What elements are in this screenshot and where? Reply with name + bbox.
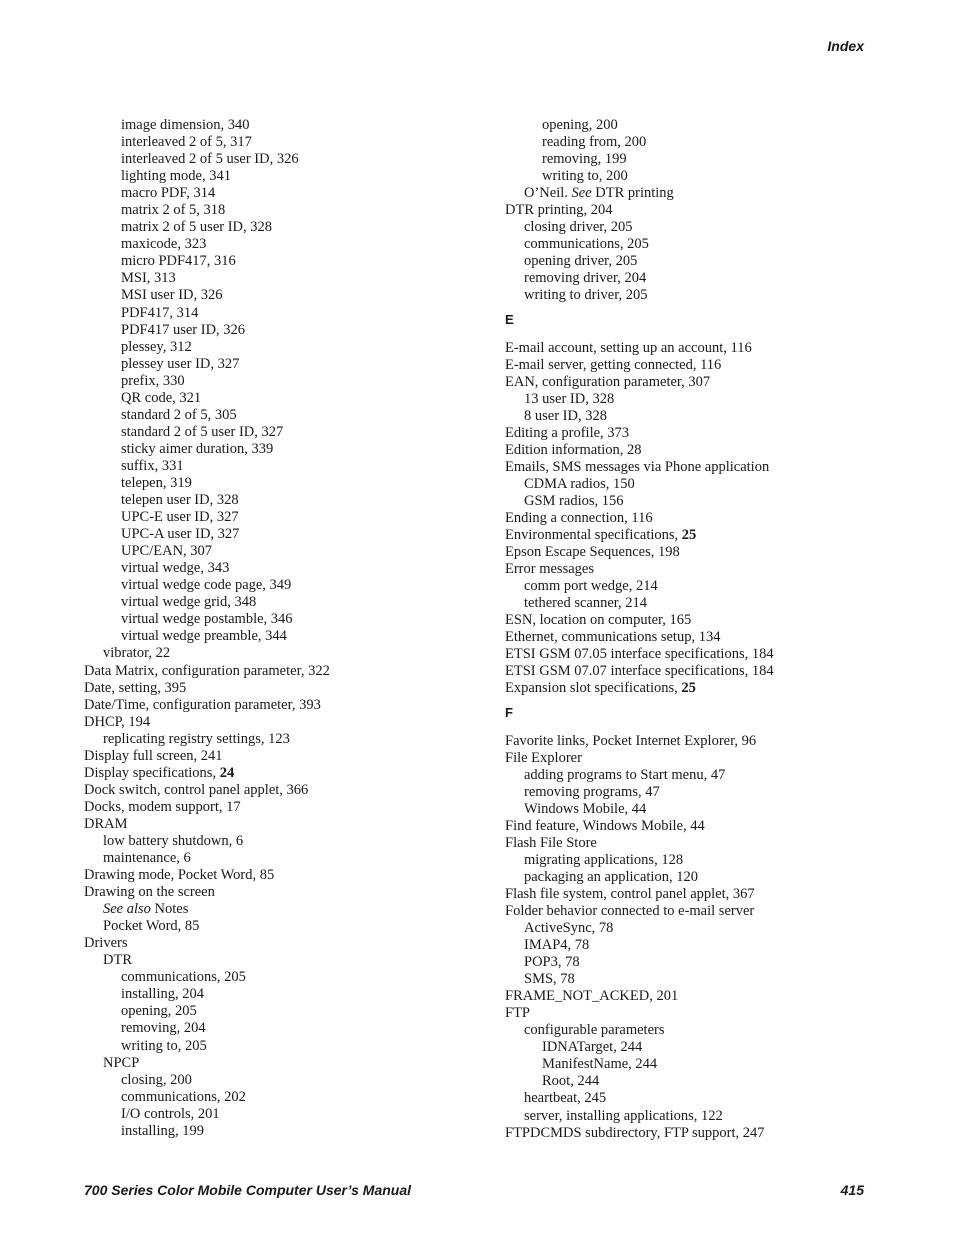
entry-text: UPC-E user ID, 327 xyxy=(121,509,239,526)
entry-text: matrix 2 of 5, 318 xyxy=(121,202,226,219)
index-entry xyxy=(505,646,865,663)
entry-text: communications, 202 xyxy=(121,1088,246,1105)
index-subentry xyxy=(84,731,444,748)
entry-text: virtual wedge, 343 xyxy=(121,560,230,577)
index-subentry xyxy=(505,236,865,253)
entry-text: Date/Time, configuration parameter, 393 xyxy=(84,696,321,713)
index-subentry xyxy=(505,920,865,937)
index-subentry xyxy=(505,784,865,801)
index-subentry xyxy=(84,151,444,168)
index-subentry xyxy=(84,543,444,560)
index-subentry xyxy=(84,390,444,407)
entry-text: ManifestName, 244 xyxy=(542,1056,658,1073)
entry-text: MSI user ID, 326 xyxy=(121,287,223,304)
entry-text: Drawing mode, Pocket Word, 85 xyxy=(84,867,275,884)
index-letter-heading: F xyxy=(505,704,513,720)
index-subentry xyxy=(84,611,444,628)
entry-text: QR code, 321 xyxy=(121,389,202,406)
index-subentry xyxy=(84,577,444,594)
entry-text: micro PDF417, 316 xyxy=(121,253,236,270)
index-subentry xyxy=(84,1038,444,1055)
index-subentry xyxy=(505,595,865,612)
entry-text: IDNATarget, 244 xyxy=(542,1039,643,1056)
index-entry xyxy=(84,867,444,884)
index-entry xyxy=(505,202,865,219)
index-subentry xyxy=(84,1072,444,1089)
entry-text: GSM radios, 156 xyxy=(524,492,624,509)
index-subentry xyxy=(84,952,444,969)
entry-text: ETSI GSM 07.07 interface specifications, 184 xyxy=(505,663,774,680)
see-reference: See also xyxy=(103,901,151,918)
entry-text: Pocket Word, 85 xyxy=(103,918,200,935)
entry-text: Ending a connection, 116 xyxy=(505,509,653,526)
entry-text: UPC-A user ID, 327 xyxy=(121,526,240,543)
entry-text: telepen, 319 xyxy=(121,474,192,491)
entry-text: Find feature, Windows Mobile, 44 xyxy=(505,817,705,834)
entry-text: plessey, 312 xyxy=(121,338,192,355)
entry-text: installing, 204 xyxy=(121,986,204,1003)
entry-text: O’Neil. xyxy=(524,185,572,202)
entry-text: suffix, 331 xyxy=(121,457,184,474)
entry-text: DTR xyxy=(103,952,132,969)
index-subentry xyxy=(84,560,444,577)
entry-text: closing, 200 xyxy=(121,1071,192,1088)
index-entry xyxy=(84,782,444,799)
entry-text: vibrator, 22 xyxy=(103,645,171,662)
entry-text: virtual wedge grid, 348 xyxy=(121,594,257,611)
index-column-right xyxy=(505,117,865,1142)
entry-text: File Explorer xyxy=(505,749,582,766)
entry-text: Folder behavior connected to e-mail server xyxy=(505,902,755,919)
entry-text: Data Matrix, configuration parameter, 322 xyxy=(84,662,330,679)
entry-text: removing driver, 204 xyxy=(524,270,647,287)
index-subentry xyxy=(505,801,865,818)
index-subentry xyxy=(84,219,444,236)
entry-text: writing to, 200 xyxy=(542,168,628,185)
index-subentry xyxy=(84,492,444,509)
entry-text: packaging an application, 120 xyxy=(524,868,698,885)
index-subentry xyxy=(505,151,865,168)
entry-text: Windows Mobile, 44 xyxy=(524,800,647,817)
index-entry xyxy=(505,663,865,680)
entry-text: E-mail server, getting connected, 116 xyxy=(505,356,722,373)
index-subentry xyxy=(84,969,444,986)
index-subentry xyxy=(505,270,865,287)
index-subentry xyxy=(84,134,444,151)
entry-text: virtual wedge postamble, 346 xyxy=(121,611,293,628)
entry-text: Dock switch, control panel applet, 366 xyxy=(84,781,309,798)
index-entry xyxy=(505,750,865,767)
entry-text: EAN, configuration parameter, 307 xyxy=(505,373,711,390)
entry-text: Date, setting, 395 xyxy=(84,679,187,696)
entry-text: I/O controls, 201 xyxy=(121,1105,220,1122)
entry-text: communications, 205 xyxy=(121,969,246,986)
page-number-bold: 25 xyxy=(681,527,697,544)
entry-text: writing to driver, 205 xyxy=(524,287,648,304)
entry-text: tethered scanner, 214 xyxy=(524,595,648,612)
index-subentry xyxy=(84,833,444,850)
index-entry xyxy=(505,818,865,835)
index-entry xyxy=(505,459,865,476)
index-subentry xyxy=(505,767,865,784)
index-subentry xyxy=(84,168,444,185)
entry-text: sticky aimer duration, 339 xyxy=(121,440,274,457)
index-subentry xyxy=(505,971,865,988)
entry-text: Favorite links, Pocket Internet Explorer, 96 xyxy=(505,732,757,749)
index-entry xyxy=(505,442,865,459)
index-entry xyxy=(505,510,865,527)
index-subentry xyxy=(505,134,865,151)
index-subentry xyxy=(505,1022,865,1039)
index-subentry xyxy=(84,424,444,441)
index-entry xyxy=(84,799,444,816)
index-entry xyxy=(84,816,444,833)
index-subentry xyxy=(505,852,865,869)
index-entry xyxy=(505,886,865,903)
index-column-left xyxy=(84,117,444,1140)
entry-text: 13 user ID, 328 xyxy=(524,390,615,407)
entry-text: FTP xyxy=(505,1005,530,1022)
index-entry xyxy=(84,935,444,952)
index-entry xyxy=(505,903,865,920)
page-number-bold: 24 xyxy=(219,764,235,781)
index-subentry xyxy=(84,1003,444,1020)
entry-text: replicating registry settings, 123 xyxy=(103,730,290,747)
index-subentry xyxy=(505,937,865,954)
entry-text: migrating applications, 128 xyxy=(524,851,684,868)
index-subentry xyxy=(84,441,444,458)
index-subentry xyxy=(505,1108,865,1125)
index-subentry xyxy=(84,1020,444,1037)
index-entry xyxy=(505,988,865,1005)
entry-text: UPC/EAN, 307 xyxy=(121,543,213,560)
entry-text: Notes xyxy=(150,901,189,918)
index-subentry xyxy=(505,578,865,595)
entry-text: 8 user ID, 328 xyxy=(524,407,607,424)
index-subentry xyxy=(84,322,444,339)
entry-text: Error messages xyxy=(505,561,594,578)
entry-text: interleaved 2 of 5 user ID, 326 xyxy=(121,151,299,168)
entry-text: Drawing on the screen xyxy=(84,884,215,901)
index-entry xyxy=(84,748,444,765)
entry-text: POP3, 78 xyxy=(524,954,580,971)
entry-text: ETSI GSM 07.05 interface specifications, 184 xyxy=(505,646,774,663)
index-subentry xyxy=(84,628,444,645)
index-subentry xyxy=(84,305,444,322)
index-subentry xyxy=(84,236,444,253)
index-entry xyxy=(84,697,444,714)
entry-text: heartbeat, 245 xyxy=(524,1090,607,1107)
index-entry xyxy=(505,357,865,374)
index-subentry xyxy=(84,202,444,219)
index-subentry xyxy=(505,1090,865,1107)
entry-text: matrix 2 of 5 user ID, 328 xyxy=(121,219,273,236)
entry-text: maxicode, 323 xyxy=(121,236,207,253)
entry-text: SMS, 78 xyxy=(524,971,575,988)
entry-text: adding programs to Start menu, 47 xyxy=(524,766,726,783)
index-subentry xyxy=(505,1056,865,1073)
index-subentry xyxy=(84,185,444,202)
index-subentry xyxy=(84,339,444,356)
entry-text: opening driver, 205 xyxy=(524,253,638,270)
index-entry xyxy=(84,680,444,697)
entry-text: ActiveSync, 78 xyxy=(524,920,614,937)
index-subentry xyxy=(84,287,444,304)
index-subentry xyxy=(505,391,865,408)
index-entry xyxy=(84,884,444,901)
index-entry xyxy=(505,1125,865,1142)
entry-text: low battery shutdown, 6 xyxy=(103,832,244,849)
entry-text: CDMA radios, 150 xyxy=(524,475,635,492)
index-subentry xyxy=(505,117,865,134)
entry-text: communications, 205 xyxy=(524,236,649,253)
index-subentry xyxy=(84,526,444,543)
index-subentry xyxy=(84,253,444,270)
index-subentry xyxy=(505,287,865,304)
index-entry xyxy=(505,612,865,629)
entry-text: PDF417 user ID, 326 xyxy=(121,321,246,338)
entry-text: DRAM xyxy=(84,815,128,832)
entry-text: MSI, 313 xyxy=(121,270,176,287)
entry-text: NPCP xyxy=(103,1054,140,1071)
entry-text: comm port wedge, 214 xyxy=(524,578,658,595)
footer-page-number: 415 xyxy=(840,1182,864,1198)
index-subentry xyxy=(505,476,865,493)
entry-text: DTR printing, 204 xyxy=(505,202,613,219)
entry-text: standard 2 of 5 user ID, 327 xyxy=(121,423,284,440)
index-entry xyxy=(505,527,865,544)
entry-text: Edition information, 28 xyxy=(505,441,642,458)
index-subentry xyxy=(505,253,865,270)
footer-manual-title: 700 Series Color Mobile Computer User’s Manual xyxy=(84,1182,412,1198)
index-subentry xyxy=(505,1039,865,1056)
index-subentry xyxy=(84,270,444,287)
index-subentry xyxy=(84,1106,444,1123)
index-entry xyxy=(505,680,865,697)
index-subentry xyxy=(505,219,865,236)
see-reference: See xyxy=(571,185,592,202)
entry-text: FRAME_NOT_ACKED, 201 xyxy=(505,988,679,1005)
index-subentry xyxy=(84,1089,444,1106)
page-number-bold: 25 xyxy=(681,680,696,697)
index-entry xyxy=(505,561,865,578)
entry-text: IMAP4, 78 xyxy=(524,937,590,954)
entry-text: configurable parameters xyxy=(524,1022,665,1039)
entry-text: Docks, modem support, 17 xyxy=(84,798,241,815)
entry-text: removing, 204 xyxy=(121,1020,206,1037)
entry-text: reading from, 200 xyxy=(542,134,647,151)
index-entry xyxy=(505,425,865,442)
index-subentry xyxy=(505,168,865,185)
entry-text: Root, 244 xyxy=(542,1073,600,1090)
index-entry xyxy=(505,835,865,852)
index-entry xyxy=(505,340,865,357)
index-subentry xyxy=(84,594,444,611)
entry-text: Environmental specifications, xyxy=(505,527,682,544)
entry-text: lighting mode, 341 xyxy=(121,168,231,185)
entry-text: Ethernet, communications setup, 134 xyxy=(505,629,721,646)
index-subentry xyxy=(84,645,444,662)
entry-text: Display full screen, 241 xyxy=(84,747,223,764)
index-subentry xyxy=(505,408,865,425)
entry-text: Flash file system, control panel applet, 367 xyxy=(505,885,755,902)
entry-text: DHCP, 194 xyxy=(84,713,151,730)
entry-text: Flash File Store xyxy=(505,834,597,851)
index-subentry xyxy=(505,1073,865,1090)
index-entry xyxy=(505,374,865,391)
entry-text: ESN, location on computer, 165 xyxy=(505,612,692,629)
index-entry xyxy=(505,629,865,646)
entry-text: removing, 199 xyxy=(542,151,627,168)
index-subentry xyxy=(505,954,865,971)
entry-text: opening, 205 xyxy=(121,1003,197,1020)
index-subentry xyxy=(84,458,444,475)
index-subentry xyxy=(84,373,444,390)
running-header-title: Index xyxy=(827,38,864,54)
index-letter-heading: E xyxy=(505,311,514,327)
entry-text: server, installing applications, 122 xyxy=(524,1107,723,1124)
entry-text: Display specifications, xyxy=(84,764,220,781)
entry-text: macro PDF, 314 xyxy=(121,185,216,202)
entry-text: Drivers xyxy=(84,935,128,952)
index-entry xyxy=(84,663,444,680)
index-entry xyxy=(505,544,865,561)
index-subentry xyxy=(84,850,444,867)
entry-text: PDF417, 314 xyxy=(121,304,199,321)
entry-text: Editing a profile, 373 xyxy=(505,424,630,441)
entry-text: virtual wedge code page, 349 xyxy=(121,577,292,594)
entry-text: virtual wedge preamble, 344 xyxy=(121,628,287,645)
entry-text: interleaved 2 of 5, 317 xyxy=(121,134,252,151)
index-subentry xyxy=(84,356,444,373)
entry-text: removing programs, 47 xyxy=(524,783,660,800)
entry-text: image dimension, 340 xyxy=(121,117,250,133)
index-subentry xyxy=(84,918,444,935)
entry-text: installing, 199 xyxy=(121,1122,204,1139)
index-subentry xyxy=(84,117,444,134)
entry-text: DTR printing xyxy=(591,185,674,202)
index-subentry xyxy=(505,185,865,202)
index-entry xyxy=(505,1005,865,1022)
entry-text: telepen user ID, 328 xyxy=(121,492,239,509)
index-entry xyxy=(505,733,865,750)
entry-text: writing to, 205 xyxy=(121,1037,207,1054)
entry-text: Epson Escape Sequences, 198 xyxy=(505,544,680,561)
entry-text: maintenance, 6 xyxy=(103,850,191,867)
entry-text: Emails, SMS messages via Phone application xyxy=(505,458,770,475)
entry-text: closing driver, 205 xyxy=(524,219,633,236)
entry-text: plessey user ID, 327 xyxy=(121,355,240,372)
entry-text: Expansion slot specifications, xyxy=(505,680,682,697)
index-entry xyxy=(84,714,444,731)
index-subentry xyxy=(84,986,444,1003)
entry-text: opening, 200 xyxy=(542,117,618,133)
index-subentry xyxy=(84,901,444,918)
entry-text: prefix, 330 xyxy=(121,372,185,389)
index-subentry xyxy=(505,493,865,510)
index-subentry xyxy=(84,1123,444,1140)
entry-text: FTPDCMDS subdirectory, FTP support, 247 xyxy=(505,1124,765,1141)
index-subentry xyxy=(84,407,444,424)
entry-text: E-mail account, setting up an account, 116 xyxy=(505,339,752,356)
entry-text: standard 2 of 5, 305 xyxy=(121,406,237,423)
index-subentry xyxy=(84,475,444,492)
index-entry xyxy=(84,765,444,782)
index-subentry xyxy=(84,509,444,526)
index-subentry xyxy=(505,869,865,886)
index-subentry xyxy=(84,1055,444,1072)
